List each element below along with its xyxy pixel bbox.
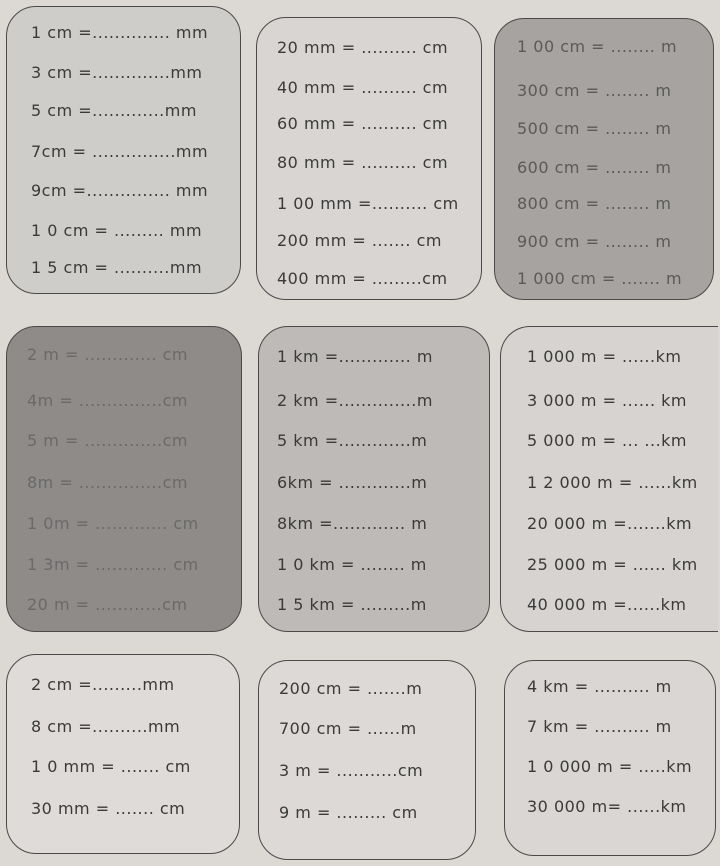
exercise-line: 20 mm = .......... cm bbox=[277, 38, 449, 57]
exercise-line: 80 mm = .......... cm bbox=[277, 153, 449, 172]
exercise-line: 60 mm = .......... cm bbox=[277, 114, 449, 133]
exercise-line: 1 0 mm = ....... cm bbox=[31, 757, 191, 776]
exercise-line: 300 cm = ........ m bbox=[517, 81, 672, 100]
exercise-line: 7cm = ...............mm bbox=[31, 142, 209, 161]
exercise-line: 1 00 mm =.......... cm bbox=[277, 194, 459, 213]
exercise-card-m-to-cm bbox=[6, 326, 242, 632]
exercise-line: 5 cm =.............mm bbox=[31, 101, 197, 120]
exercise-line: 6km = .............m bbox=[277, 473, 428, 492]
exercise-line: 9cm =............... mm bbox=[31, 181, 209, 200]
exercise-line: 4 km = .......... m bbox=[527, 677, 672, 696]
exercise-line: 25 000 m = ...... km bbox=[527, 555, 698, 574]
exercise-line: 1 2 000 m = ......km bbox=[527, 473, 698, 492]
exercise-line: 8 cm =..........mm bbox=[31, 717, 181, 736]
exercise-line: 1 3m = ............. cm bbox=[27, 555, 199, 574]
exercise-line: 3 cm =..............mm bbox=[31, 63, 203, 82]
exercise-line: 5 000 m = ... ...km bbox=[527, 431, 688, 450]
exercise-line: 800 cm = ........ m bbox=[517, 194, 672, 213]
exercise-line: 1 cm =.............. mm bbox=[31, 23, 209, 42]
exercise-line: 7 km = .......... m bbox=[527, 717, 672, 736]
exercise-card-mixed-cm-m bbox=[258, 660, 476, 860]
exercise-line: 1 5 cm = ..........mm bbox=[31, 258, 203, 277]
exercise-line: 5 km =.............m bbox=[277, 431, 428, 450]
exercise-card-m-to-km bbox=[500, 326, 718, 632]
exercise-card-cm-to-mm bbox=[6, 6, 241, 294]
exercise-line: 20 m = ............cm bbox=[27, 595, 188, 614]
exercise-line: 500 cm = ........ m bbox=[517, 119, 672, 138]
exercise-line: 30 mm = ....... cm bbox=[31, 799, 186, 818]
exercise-line: 1 00 cm = ........ m bbox=[517, 37, 678, 56]
exercise-line: 8m = ...............cm bbox=[27, 473, 189, 492]
exercise-line: 1 0 000 m = .....km bbox=[527, 757, 693, 776]
exercise-line: 4m = ...............cm bbox=[27, 391, 189, 410]
exercise-card-mm-to-cm bbox=[256, 17, 482, 300]
exercise-line: 3 000 m = ...... km bbox=[527, 391, 688, 410]
exercise-line: 8km =............. m bbox=[277, 514, 428, 533]
exercise-card-mixed-km-m bbox=[504, 660, 716, 856]
exercise-line: 9 m = ......... cm bbox=[279, 803, 418, 822]
exercise-line: 1 0 cm = ......... mm bbox=[31, 221, 203, 240]
exercise-line: 200 mm = ....... cm bbox=[277, 231, 442, 250]
exercise-line: 2 km =..............m bbox=[277, 391, 433, 410]
exercise-line: 40 000 m =......km bbox=[527, 595, 687, 614]
exercise-line: 3 m = ...........cm bbox=[279, 761, 424, 780]
exercise-line: 30 000 m= ......km bbox=[527, 797, 687, 816]
exercise-line: 2 cm =.........mm bbox=[31, 675, 175, 694]
exercise-line: 40 mm = .......... cm bbox=[277, 78, 449, 97]
exercise-line: 600 cm = ........ m bbox=[517, 158, 672, 177]
exercise-line: 1 km =............. m bbox=[277, 347, 433, 366]
exercise-line: 5 m = ..............cm bbox=[27, 431, 189, 450]
exercise-line: 1 000 cm = ....... m bbox=[517, 269, 683, 288]
exercise-line: 1 5 km = .........m bbox=[277, 595, 427, 614]
exercise-line: 400 mm = .........cm bbox=[277, 269, 448, 288]
exercise-line: 900 cm = ........ m bbox=[517, 232, 672, 251]
exercise-card-cm-to-m bbox=[494, 18, 714, 300]
exercise-line: 1 0 km = ........ m bbox=[277, 555, 427, 574]
exercise-card-km-to-m bbox=[258, 326, 490, 632]
exercise-line: 200 cm = .......m bbox=[279, 679, 423, 698]
exercise-line: 1 0m = ............. cm bbox=[27, 514, 199, 533]
exercise-line: 1 000 m = ......km bbox=[527, 347, 682, 366]
exercise-line: 20 000 m =.......km bbox=[527, 514, 693, 533]
exercise-card-mixed-mm-cm bbox=[6, 654, 240, 854]
exercise-line: 2 m = ............. cm bbox=[27, 345, 189, 364]
exercise-line: 700 cm = ......m bbox=[279, 719, 417, 738]
